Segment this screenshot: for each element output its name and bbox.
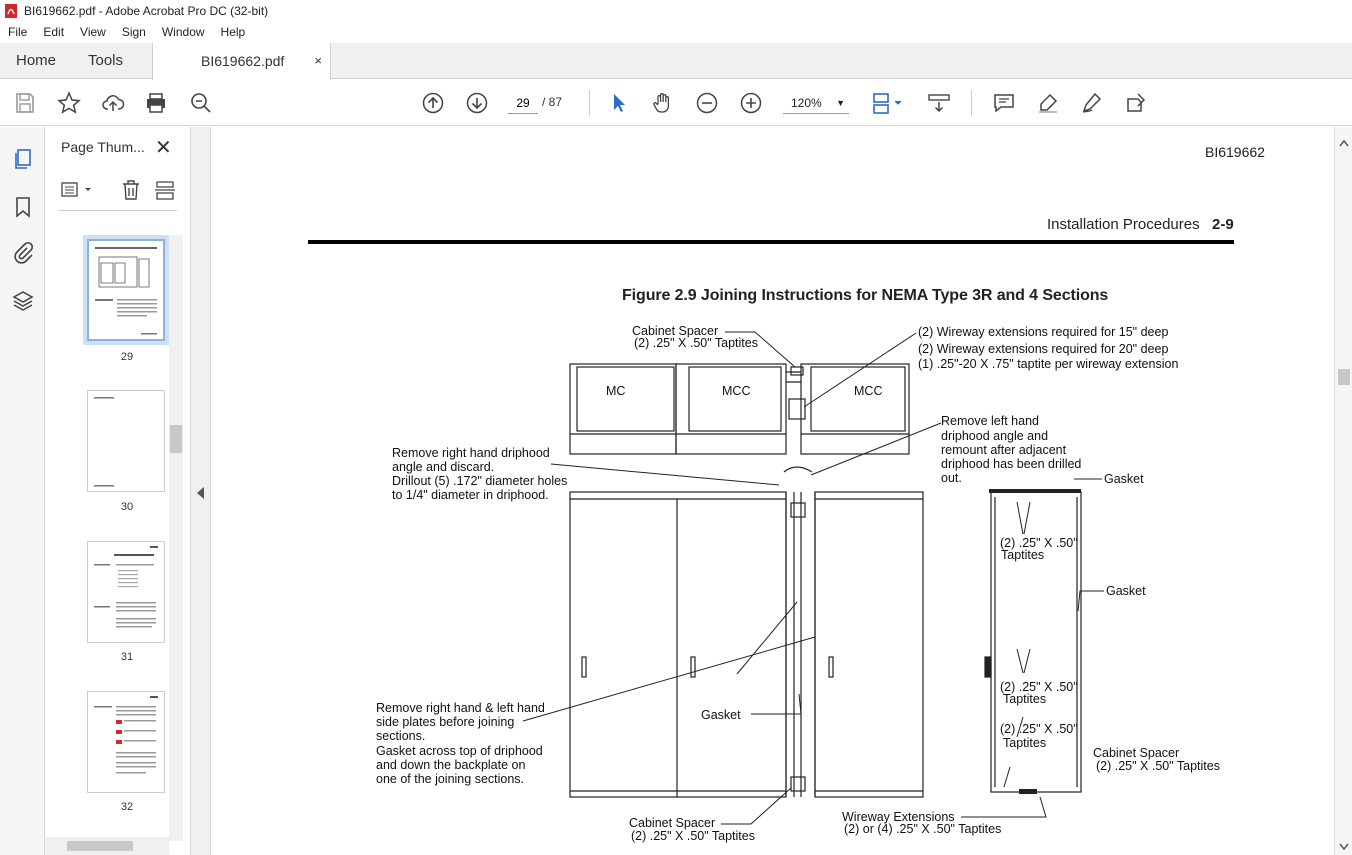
label-side-plates-6: one of the joining sections. (376, 772, 525, 786)
thumbnail-preview (88, 542, 164, 642)
label-spacer-right-2: (2) .25" X .50" Taptites (1096, 759, 1220, 773)
window-title: BI619662.pdf - Adobe Acrobat Pro DC (32-bit) (24, 4, 269, 18)
trash-icon[interactable] (121, 179, 141, 201)
label-gasket-mid: Gasket (701, 708, 741, 722)
main-toolbar (0, 80, 1352, 126)
page-display-icon[interactable] (871, 91, 905, 115)
label-wireway-2: (2) Wireway extensions required for 20" deep (918, 342, 1169, 356)
thumbnail-label: 30 (120, 501, 134, 513)
label-remove-left-2: driphood angle and (941, 429, 1049, 443)
side-gasket-top (989, 489, 1081, 493)
label-side-plates-4: Gasket across top of driphood (376, 744, 543, 758)
print-icon[interactable] (144, 91, 168, 115)
scroll-up-icon[interactable] (1339, 139, 1349, 147)
fill-sign-icon[interactable] (1124, 91, 1148, 115)
label-remove-right-3: Drillout (5) .172" diameter holes (392, 474, 568, 488)
label-spacer-bottom-2: (2) .25" X .50" Taptites (631, 829, 755, 843)
label-wireway-ext-2: (2) or (4) .25" X .50" Taptites (844, 822, 1002, 836)
thumbnail-scrollbar[interactable] (169, 235, 183, 841)
document-view[interactable] (211, 127, 1334, 855)
scroll-down-icon[interactable] (1339, 843, 1349, 851)
select-cursor-icon[interactable] (607, 91, 631, 115)
label-side-plates-5: and down the backplate on (376, 758, 526, 772)
label-mc: MC (606, 384, 626, 398)
tab-document-label: BI619662.pdf (201, 53, 285, 69)
label-remove-right-1: Remove right hand driphood (392, 446, 550, 460)
draw-pen-icon[interactable] (1080, 91, 1104, 115)
label-side-plates-1: Remove right hand & left hand (376, 701, 545, 715)
extract-pages-icon[interactable] (155, 179, 175, 201)
page-label: 2-9 (1212, 216, 1234, 233)
toolbar-divider (971, 90, 972, 116)
tab-close-icon[interactable]: × (314, 53, 322, 68)
attachment-icon[interactable] (11, 241, 35, 265)
thumbnail-label: 29 (120, 351, 134, 363)
label-taptites-a-1: (2) .25" X .50" (1000, 536, 1078, 550)
front-section-left (570, 492, 786, 797)
panel-title: Page Thum... (61, 139, 145, 155)
label-wireway-ext-1: Wireway Extensions (842, 810, 955, 824)
zoom-search-icon[interactable] (189, 91, 213, 115)
label-spacer-top-2: (2) .25" X .50" Taptites (634, 336, 758, 350)
label-remove-left-3: remount after adjacent (941, 443, 1067, 457)
menu-help[interactable]: Help (220, 25, 246, 39)
bookmark-icon[interactable] (11, 195, 35, 219)
page-thumbnails-icon[interactable] (11, 147, 35, 171)
thumbnail-page-31[interactable] (87, 541, 165, 643)
label-side-plates-3: sections. (376, 729, 426, 743)
label-taptites-a-2: Taptites (1001, 548, 1045, 562)
comment-icon[interactable] (992, 91, 1016, 115)
tab-tools[interactable]: Tools (88, 52, 124, 69)
thumbnail-preview (89, 241, 163, 339)
label-remove-left-1: Remove left hand (941, 414, 1039, 428)
label-spacer-top-1: Cabinet Spacer (632, 324, 719, 338)
previous-page-icon[interactable] (421, 91, 445, 115)
top-section-mcc-2 (801, 364, 909, 454)
zoom-in-icon[interactable] (739, 91, 763, 115)
menu-sign[interactable]: Sign (121, 25, 146, 39)
save-icon[interactable] (13, 91, 37, 115)
tab-home[interactable]: Home (16, 52, 57, 69)
label-mcc-2: MCC (854, 384, 883, 398)
close-icon[interactable]: ✕ (155, 137, 172, 159)
title-bar (0, 0, 1352, 22)
menu-window[interactable]: Window (161, 25, 205, 39)
label-taptites-c-2: Taptites (1003, 736, 1047, 750)
cloud-upload-icon[interactable] (101, 91, 125, 115)
highlight-pen-icon[interactable] (1036, 91, 1060, 115)
scroll-mode-icon[interactable] (927, 91, 951, 115)
figure-title: Figure 2.9 Joining Instructions for NEMA Type 3R and 4 Sections (622, 287, 1109, 304)
page-number-input[interactable] (508, 92, 538, 114)
label-wireway-3: (1) .25"-20 X .75" taptite per wireway extension (918, 357, 1179, 371)
label-remove-right-4: to 1/4" diameter in driphood. (392, 488, 549, 502)
chevron-down-icon: ▼ (836, 98, 845, 108)
top-section-mc (570, 364, 676, 454)
zoom-out-icon[interactable] (695, 91, 719, 115)
zoom-level-value: 120% (791, 96, 822, 110)
joining-drawing (211, 127, 1334, 855)
menu-view[interactable]: View (80, 25, 106, 39)
thumbnail-page-29[interactable] (87, 239, 165, 341)
thumbnail-label: 32 (120, 801, 134, 813)
left-navigation-rail (0, 127, 45, 855)
label-mcc-1: MCC (722, 384, 751, 398)
scrollbar-thumb[interactable] (67, 841, 133, 851)
label-spacer-right-1: Cabinet Spacer (1093, 746, 1180, 760)
next-page-icon[interactable] (465, 91, 489, 115)
panel-toolbar (59, 177, 177, 211)
thumbnail-page-30[interactable] (87, 390, 165, 492)
label-spacer-bottom-1: Cabinet Spacer (629, 816, 716, 830)
label-taptites-c-1: (2) .25" X .50" (1000, 722, 1078, 736)
label-remove-left-4: driphood has been drilled (941, 457, 1082, 471)
label-remove-left-5: out. (941, 471, 962, 485)
zoom-level-select[interactable] (783, 92, 849, 114)
thumbnail-options-icon[interactable] (61, 181, 95, 199)
thumbnail-page-32[interactable] (87, 691, 165, 793)
label-wireway-1: (2) Wireway extensions required for 15" deep (918, 325, 1169, 339)
page-total: / 87 (542, 95, 563, 109)
menu-edit[interactable]: Edit (43, 25, 65, 39)
scrollbar-thumb[interactable] (170, 425, 182, 453)
collapse-arrow-icon[interactable] (197, 487, 205, 499)
front-section-right (815, 492, 923, 797)
document-scrollbar[interactable] (1334, 127, 1352, 855)
label-taptites-b-2: Taptites (1003, 692, 1047, 706)
thumbnail-preview (88, 391, 164, 491)
thumbnail-preview (88, 692, 164, 792)
hand-tool-icon[interactable] (651, 91, 675, 115)
toolbar-divider (589, 90, 590, 116)
layers-icon[interactable] (11, 289, 35, 313)
tab-bar (0, 43, 1352, 79)
label-remove-right-2: angle and discard. (392, 460, 495, 474)
pdf-app-icon (4, 4, 18, 18)
menu-file[interactable]: File (8, 25, 28, 39)
page-thumbnails-panel (45, 127, 191, 855)
document-id: BI619662 (1205, 144, 1265, 160)
scrollbar-thumb[interactable] (1338, 369, 1350, 385)
label-gasket-side: Gasket (1106, 584, 1146, 598)
label-side-plates-2: side plates before joining (376, 715, 515, 729)
panel-collapse-strip[interactable] (191, 127, 211, 855)
menu-bar (0, 22, 1352, 42)
section-title: Installation Procedures (1047, 216, 1200, 233)
tab-document[interactable] (152, 43, 331, 80)
label-taptites-b-1: (2) .25" X .50" (1000, 680, 1078, 694)
top-section-mcc-1 (676, 364, 786, 454)
star-icon[interactable] (57, 91, 81, 115)
thumbnail-label: 31 (120, 651, 134, 663)
thumbnail-horizontal-scrollbar[interactable] (45, 837, 169, 855)
label-gasket-top: Gasket (1104, 472, 1144, 486)
wireway-ext-block (1019, 789, 1037, 794)
